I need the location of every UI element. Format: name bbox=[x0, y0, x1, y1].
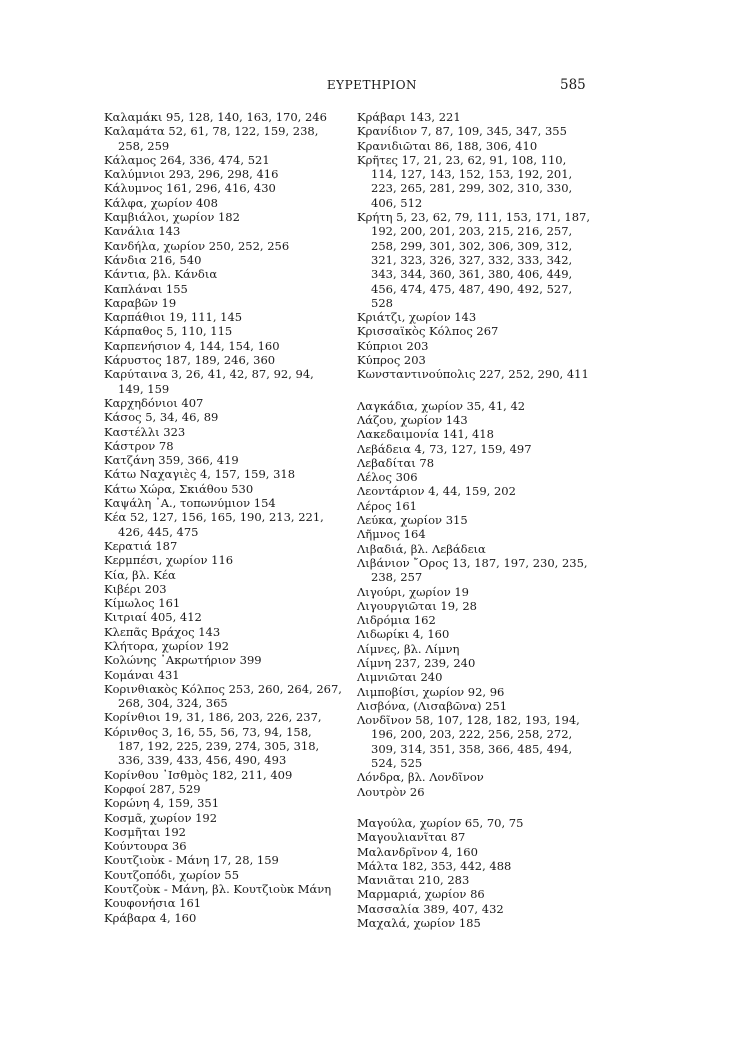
index-entry-line: Λεβαδίται 78 bbox=[357, 455, 435, 470]
index-entry-line: 528 bbox=[371, 295, 393, 310]
index-entry-line: 524, 525 bbox=[371, 756, 423, 771]
index-entry bbox=[357, 153, 607, 210]
index-entry bbox=[104, 725, 354, 768]
index-entry bbox=[104, 124, 354, 153]
index-entry-line: Λουτρὸν 26 bbox=[357, 784, 425, 799]
index-entry bbox=[104, 639, 354, 653]
index-entry bbox=[104, 167, 354, 181]
index-entry-line: Κορινθιακὸς Κόλπος 253, 260, 264, 267, bbox=[104, 681, 342, 696]
index-entry bbox=[104, 296, 354, 310]
index-entry-line: Κλήτορα, χωρίον 192 bbox=[104, 638, 230, 653]
index-entry bbox=[357, 699, 607, 713]
index-entry-line: Κάρπαθος 5, 110, 115 bbox=[104, 324, 233, 339]
index-entry-line: Μαγούλα, χωρίον 65, 70, 75 bbox=[357, 815, 524, 830]
index-entry-line: Λονδῖνον 58, 107, 128, 182, 193, 194, bbox=[357, 713, 580, 728]
index-entry-line: Λέρος 161 bbox=[357, 498, 417, 513]
index-entry-line: Λάζου, χωρίον 143 bbox=[357, 412, 468, 427]
index-entry bbox=[104, 239, 354, 253]
index-entry-line: Λιγουργιῶται 19, 28 bbox=[357, 598, 477, 613]
index-entry-line: Κουτζοπόδι, χωρίον 55 bbox=[104, 867, 240, 882]
index-entry-line: Λέλος 306 bbox=[357, 470, 418, 485]
index-entry-line: 426, 445, 475 bbox=[118, 524, 199, 539]
page-number: 585 bbox=[560, 77, 586, 93]
index-entry-line: 309, 314, 351, 358, 366, 485, 494, bbox=[371, 741, 573, 756]
index-entry-line: 321, 323, 326, 327, 332, 333, 342, bbox=[371, 252, 573, 267]
index-entry-line: Κορίνθιοι 19, 31, 186, 203, 226, 237, bbox=[104, 710, 322, 725]
index-entry bbox=[357, 139, 607, 153]
index-entry bbox=[357, 527, 607, 541]
index-entry-line: Καλαμάκι 95, 128, 140, 163, 170, 246 bbox=[104, 110, 327, 124]
index-entry-line: 223, 265, 281, 299, 302, 310, 330, bbox=[371, 181, 573, 196]
index-entry bbox=[104, 811, 354, 825]
index-entry bbox=[104, 196, 354, 210]
index-entry-line: Λιδωρίκι 4, 160 bbox=[357, 627, 450, 642]
index-entry-line: 336, 339, 433, 456, 490, 493 bbox=[118, 753, 287, 768]
index-entry-line: 114, 127, 143, 152, 153, 192, 201, bbox=[371, 167, 573, 182]
section-gap bbox=[357, 382, 607, 399]
index-entry bbox=[104, 625, 354, 639]
index-entry-line: Κρήτη 5, 23, 62, 79, 111, 153, 171, 187, bbox=[357, 210, 590, 225]
index-entry bbox=[104, 210, 354, 224]
index-entry-line: Λιδρόμια 162 bbox=[357, 613, 436, 628]
index-entry-line: Μάλτα 182, 353, 442, 488 bbox=[357, 858, 512, 873]
index-entry-line: Κύπρος 203 bbox=[357, 353, 426, 368]
index-entry-line: Λισβόνα, (Λισαβῶνα) 251 bbox=[357, 698, 508, 713]
index-entry bbox=[104, 853, 354, 867]
index-entry bbox=[104, 896, 354, 910]
index-entry bbox=[104, 682, 354, 711]
index-entry-line: Μαγουλιανῖται 87 bbox=[357, 830, 466, 845]
index-entry-line: Καλύμνιοι 293, 296, 298, 416 bbox=[104, 167, 279, 182]
index-entry-line: Κουφονήσια 161 bbox=[104, 896, 202, 911]
index-entry-line: Λιβαδιά, βλ. Λεβάδεια bbox=[357, 541, 486, 556]
index-entry-line: Κύπριοι 203 bbox=[357, 338, 429, 353]
index-entry-line: Καρύταινα 3, 26, 41, 42, 87, 92, 94, bbox=[104, 367, 314, 382]
index-entry-line: Καραβῶν 19 bbox=[104, 295, 177, 310]
index-entry bbox=[357, 324, 607, 338]
index-entry bbox=[357, 670, 607, 684]
index-entry bbox=[104, 396, 354, 410]
index-entry-line: Κάτω Ναχαγιὲς 4, 157, 159, 318 bbox=[104, 467, 296, 482]
index-entry-line: Κερμπέσι, χωρίον 116 bbox=[104, 553, 234, 568]
index-entry bbox=[357, 367, 607, 381]
index-entry bbox=[104, 496, 354, 510]
index-entry bbox=[104, 367, 354, 396]
index-column-left bbox=[104, 110, 354, 925]
index-entry-line: Λιμνιῶται 240 bbox=[357, 670, 443, 685]
index-entry-line: Κάτω Χώρα, Σκιάθου 530 bbox=[104, 481, 254, 496]
index-entry bbox=[357, 627, 607, 641]
index-entry-line: Κορφοί 287, 529 bbox=[104, 781, 201, 796]
index-entry bbox=[357, 830, 607, 844]
index-entry-line: Λεοντάριον 4, 44, 159, 202 bbox=[357, 484, 516, 499]
section-gap bbox=[357, 799, 607, 816]
index-entry bbox=[104, 710, 354, 724]
index-entry bbox=[357, 542, 607, 556]
index-entry-line: Λιμποβίσι, χωρίον 92, 96 bbox=[357, 684, 505, 699]
index-entry bbox=[357, 685, 607, 699]
index-entry-line: Λεβάδεια 4, 73, 127, 159, 497 bbox=[357, 441, 532, 456]
index-entry-line: Κωνσταντινούπολις 227, 252, 290, 411 bbox=[357, 367, 589, 382]
index-entry bbox=[357, 585, 607, 599]
index-entry bbox=[357, 413, 607, 427]
index-entry-line: 258, 259 bbox=[118, 138, 170, 153]
index-entry-line: Κουτζιοὺκ - Μάνη 17, 28, 159 bbox=[104, 853, 279, 868]
index-entry bbox=[104, 610, 354, 624]
index-entry bbox=[357, 556, 607, 585]
index-entry bbox=[104, 653, 354, 667]
index-column-right bbox=[357, 110, 607, 930]
index-entry-line: Μαλανδρῖνον 4, 160 bbox=[357, 844, 478, 859]
index-entry bbox=[357, 656, 607, 670]
index-entry bbox=[104, 467, 354, 481]
index-entry bbox=[104, 439, 354, 453]
index-entry bbox=[357, 484, 607, 498]
index-entry bbox=[104, 310, 354, 324]
index-entry-line: Καρπάθιοι 19, 111, 145 bbox=[104, 310, 243, 325]
index-entry bbox=[104, 110, 354, 124]
index-entry-line: Κάσος 5, 34, 46, 89 bbox=[104, 410, 219, 425]
index-entry-line: Κάλαμος 264, 336, 474, 521 bbox=[104, 152, 270, 167]
index-entry bbox=[104, 267, 354, 281]
index-entry-line: Κρῆτες 17, 21, 23, 62, 91, 108, 110, bbox=[357, 152, 567, 167]
index-entry bbox=[104, 539, 354, 553]
index-entry-line: Λίμνη 237, 239, 240 bbox=[357, 655, 476, 670]
index-entry-line: Κουτζοὺκ - Μάνη, βλ. Κουτζιοὺκ Μάνη bbox=[104, 882, 332, 897]
footer-decoration bbox=[196, 997, 436, 1001]
index-entry-line: Κοσμῆται 192 bbox=[104, 824, 186, 839]
index-entry-line: Κιτριαί 405, 412 bbox=[104, 610, 202, 625]
index-entry-line: Κερατιά 187 bbox=[104, 538, 178, 553]
index-entry bbox=[357, 124, 607, 138]
index-entry-line: 258, 299, 301, 302, 306, 309, 312, bbox=[371, 238, 573, 253]
index-entry bbox=[104, 324, 354, 338]
index-entry bbox=[357, 599, 607, 613]
index-entry bbox=[104, 224, 354, 238]
index-entry-line: Καμβιάλοι, χωρίον 182 bbox=[104, 210, 240, 225]
index-entry-line: Κέα 52, 127, 156, 165, 190, 213, 221, bbox=[104, 510, 324, 525]
index-entry-line: Κάλφα, χωρίον 408 bbox=[104, 195, 218, 210]
index-entry bbox=[104, 510, 354, 539]
index-entry-line: Κοσμᾶ, χωρίον 192 bbox=[104, 810, 218, 825]
index-entry bbox=[357, 887, 607, 901]
index-entry-line: 343, 344, 360, 361, 380, 406, 449, bbox=[371, 267, 573, 282]
index-entry-line: Κατζάνη 359, 366, 419 bbox=[104, 453, 239, 468]
index-entry bbox=[357, 613, 607, 627]
index-entry-line: Μαρμαριά, χωρίον 86 bbox=[357, 887, 485, 902]
index-entry-line: Κλεπᾶς Βράχος 143 bbox=[104, 624, 221, 639]
index-entry-line: Κιβέρι 203 bbox=[104, 581, 167, 596]
index-entry bbox=[357, 456, 607, 470]
index-entry bbox=[104, 282, 354, 296]
index-entry-line: Καψάλη ᾿Α., τοπωνύμιον 154 bbox=[104, 496, 276, 511]
index-entry bbox=[104, 882, 354, 896]
index-entry bbox=[357, 470, 607, 484]
index-entry-line: 406, 512 bbox=[371, 195, 423, 210]
index-entry-line: 149, 159 bbox=[118, 381, 170, 396]
index-entry bbox=[357, 499, 607, 513]
index-entry-line: Κομάναι 431 bbox=[104, 667, 180, 682]
index-entry-line: Κράβαρι 143, 221 bbox=[357, 110, 461, 124]
index-entry bbox=[357, 110, 607, 124]
index-entry bbox=[104, 553, 354, 567]
index-entry-line: Κανδήλα, χωρίον 250, 252, 256 bbox=[104, 238, 290, 253]
index-entry bbox=[104, 568, 354, 582]
index-entry bbox=[104, 453, 354, 467]
index-entry-line: Λακεδαιμονία 141, 418 bbox=[357, 427, 494, 442]
index-entry bbox=[357, 770, 607, 784]
index-entry-line: Κριάτζι, χωρίον 143 bbox=[357, 310, 477, 325]
index-entry-line: Κρανιδιῶται 86, 188, 306, 410 bbox=[357, 138, 538, 153]
index-entry-line: 192, 200, 201, 203, 215, 216, 257, bbox=[371, 224, 573, 239]
index-entry bbox=[104, 868, 354, 882]
index-entry-line: Λιβάνιον ῎Ορος 13, 187, 197, 230, 235, bbox=[357, 555, 588, 570]
index-entry-line: Λεύκα, χωρίον 315 bbox=[357, 513, 468, 528]
index-entry-line: 456, 474, 475, 487, 490, 492, 527, bbox=[371, 281, 573, 296]
index-entry-line: Κρανίδιον 7, 87, 109, 345, 347, 355 bbox=[357, 124, 567, 139]
index-entry bbox=[357, 845, 607, 859]
index-entry-line: Λόνδρα, βλ. Λονδῖνον bbox=[357, 770, 484, 785]
index-entry-line: Κάρυστος 187, 189, 246, 360 bbox=[104, 353, 276, 368]
index-entry-line: Κάστρον 78 bbox=[104, 438, 174, 453]
index-entry-line: 196, 200, 203, 222, 256, 258, 272, bbox=[371, 727, 573, 742]
index-entry bbox=[357, 642, 607, 656]
index-entry bbox=[357, 310, 607, 324]
index-entry bbox=[104, 768, 354, 782]
index-entry bbox=[104, 153, 354, 167]
index-entry bbox=[357, 210, 607, 310]
index-entry bbox=[104, 339, 354, 353]
index-entry bbox=[104, 353, 354, 367]
index-entry bbox=[357, 353, 607, 367]
index-entry-line: Λίμνες, βλ. Λίμνη bbox=[357, 641, 460, 656]
index-entry-line: Κορώνη 4, 159, 351 bbox=[104, 796, 220, 811]
index-entry bbox=[104, 825, 354, 839]
index-entry-line: Κρισσαϊκὸς Κόλπος 267 bbox=[357, 324, 499, 339]
index-entry-line: Καρπενήσιον 4, 144, 154, 160 bbox=[104, 338, 280, 353]
index-entry bbox=[104, 668, 354, 682]
index-entry bbox=[357, 399, 607, 413]
index-entry bbox=[357, 902, 607, 916]
index-entry bbox=[357, 427, 607, 441]
index-entry bbox=[357, 513, 607, 527]
index-entry-line: Κόρινθος 3, 16, 55, 56, 73, 94, 158, bbox=[104, 724, 312, 739]
index-entry-line: Κάντια, βλ. Κάνδια bbox=[104, 267, 218, 282]
index-entry bbox=[104, 410, 354, 424]
index-entry-line: Κολώνης ᾿Ακρωτήριον 399 bbox=[104, 653, 262, 668]
index-entry bbox=[104, 482, 354, 496]
index-entry bbox=[104, 839, 354, 853]
index-entry-line: Λαγκάδια, χωρίον 35, 41, 42 bbox=[357, 398, 526, 413]
index-entry-line: Μασσαλία 389, 407, 432 bbox=[357, 901, 504, 916]
index-entry-line: Κανάλια 143 bbox=[104, 224, 181, 239]
index-entry-line: Κίμωλος 161 bbox=[104, 596, 181, 611]
index-entry-line: Καπλάναι 155 bbox=[104, 281, 188, 296]
index-entry-line: Κορίνθου ᾿Ισθμὸς 182, 211, 409 bbox=[104, 767, 293, 782]
index-entry bbox=[104, 782, 354, 796]
index-entry-line: Λιγούρι, χωρίον 19 bbox=[357, 584, 470, 599]
index-entry-line: Μαχαλά, χωρίον 185 bbox=[357, 916, 481, 931]
index-entry bbox=[357, 713, 607, 770]
index-entry-line: Λῆμνος 164 bbox=[357, 527, 426, 542]
index-entry bbox=[104, 425, 354, 439]
index-entry-line: Κάλυμνος 161, 296, 416, 430 bbox=[104, 181, 276, 196]
index-entry-line: Μανιᾶται 210, 283 bbox=[357, 873, 470, 888]
index-entry bbox=[104, 582, 354, 596]
index-entry-line: Κάνδια 216, 540 bbox=[104, 252, 202, 267]
index-entry bbox=[104, 796, 354, 810]
index-entry bbox=[357, 339, 607, 353]
index-entry-line: 238, 257 bbox=[371, 570, 423, 585]
index-entry-line: 187, 192, 225, 239, 274, 305, 318, bbox=[118, 739, 320, 754]
index-entry-line: Κράβαρα 4, 160 bbox=[104, 910, 197, 925]
index-entry bbox=[104, 253, 354, 267]
index-entry bbox=[104, 181, 354, 195]
index-entry bbox=[357, 785, 607, 799]
index-entry bbox=[357, 873, 607, 887]
index-entry-line: Καλαμάτα 52, 61, 78, 122, 159, 238, bbox=[104, 124, 319, 139]
index-entry-line: Καρχηδόνιοι 407 bbox=[104, 395, 204, 410]
index-entry-line: 268, 304, 324, 365 bbox=[118, 696, 228, 711]
index-entry bbox=[357, 859, 607, 873]
index-entry bbox=[357, 442, 607, 456]
index-entry-line: Κούντουρα 36 bbox=[104, 839, 187, 854]
index-entry bbox=[104, 596, 354, 610]
index-entry-line: Καστέλλι 323 bbox=[104, 424, 186, 439]
index-entry bbox=[104, 911, 354, 925]
index-entry-line: Κία, βλ. Κέα bbox=[104, 567, 176, 582]
index-entry bbox=[357, 916, 607, 930]
running-header-title: ΕΥΡΕΤΗΡΙΟΝ bbox=[326, 78, 418, 92]
index-entry bbox=[357, 816, 607, 830]
